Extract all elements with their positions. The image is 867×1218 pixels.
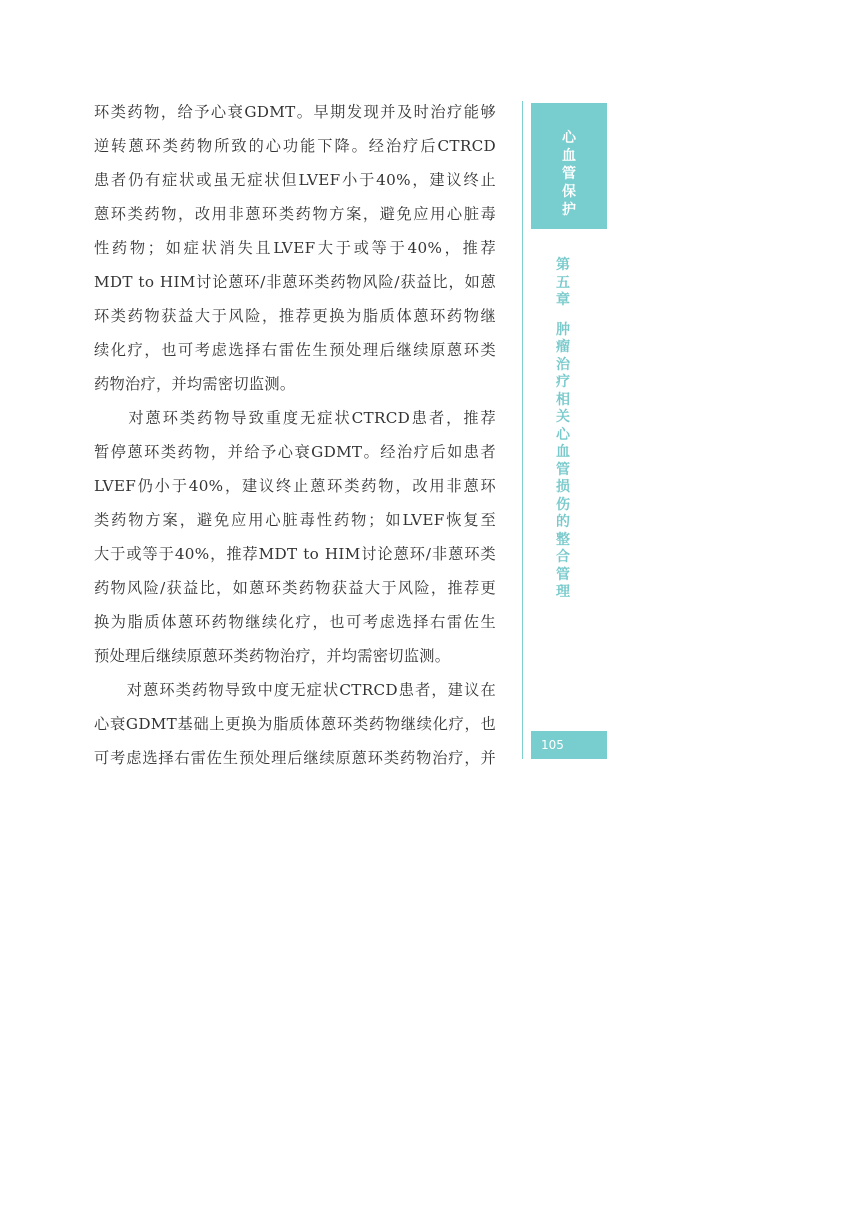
- body-line: 对蒽环类药物导致中度无症状CTRCD患者，建议在: [94, 681, 496, 699]
- body-line: LVEF仍小于40%，建议终止蒽环类药物，改用非蒽环: [94, 477, 496, 495]
- body-line: 环类药物，给予心衰GDMT。早期发现并及时治疗能够: [94, 103, 496, 121]
- body-text: [94, 95, 496, 775]
- page-number: 105: [541, 738, 564, 752]
- sidebar-divider: [522, 101, 523, 759]
- body-line: 药物风险/获益比，如蒽环类药物获益大于风险，推荐更: [94, 579, 496, 597]
- body-line: 可考虑选择右雷佐生预处理后继续原蒽环类药物治疗，并: [94, 749, 496, 767]
- body-line: 逆转蒽环类药物所致的心功能下降。经治疗后CTRCD: [94, 137, 496, 155]
- body-line: MDT to HIM讨论蒽环/非蒽环类药物风险/获益比，如蒽: [94, 273, 496, 291]
- page-number-box: [531, 731, 607, 759]
- body-line: 对蒽环类药物导致重度无症状CTRCD患者，推荐: [94, 409, 496, 427]
- body-line: 患者仍有症状或虽无症状但LVEF小于40%，建议终止: [94, 171, 496, 189]
- body-line: 环类药物获益大于风险，推荐更换为脂质体蒽环药物继: [94, 307, 496, 325]
- body-line: 类药物方案，避免应用心脏毒性药物；如LVEF恢复至: [94, 511, 496, 529]
- chapter-number: 第五章: [556, 257, 570, 308]
- chapter-heading: [555, 257, 571, 602]
- body-line: 换为脂质体蒽环药物继续化疗，也可考虑选择右雷佐生: [94, 613, 496, 631]
- body-line: 续化疗，也可考虑选择右雷佐生预处理后继续原蒽环类: [94, 341, 496, 359]
- section-tab: [531, 103, 607, 229]
- body-line: 暂停蒽环类药物，并给予心衰GDMT。经治疗后如患者: [94, 443, 496, 461]
- chapter-title: 肿瘤治疗相关心血管损伤的整合管理: [556, 321, 570, 600]
- chapter-spacer: [555, 310, 571, 322]
- body-line: 心衰GDMT基础上更换为脂质体蒽环类药物继续化疗，也: [94, 715, 496, 733]
- section-label: 心血管保护: [562, 130, 576, 218]
- body-line: 药物治疗，并均需密切监测。: [94, 375, 296, 393]
- body-line: 大于或等于40%，推荐MDT to HIM讨论蒽环/非蒽环类: [94, 545, 496, 563]
- body-line: 性药物；如症状消失且LVEF大于或等于40%，推荐: [94, 239, 496, 257]
- body-line: 预处理后继续原蒽环类药物治疗，并均需密切监测。: [94, 647, 451, 665]
- body-line: 蒽环类药物，改用非蒽环类药物方案，避免应用心脏毒: [94, 205, 496, 223]
